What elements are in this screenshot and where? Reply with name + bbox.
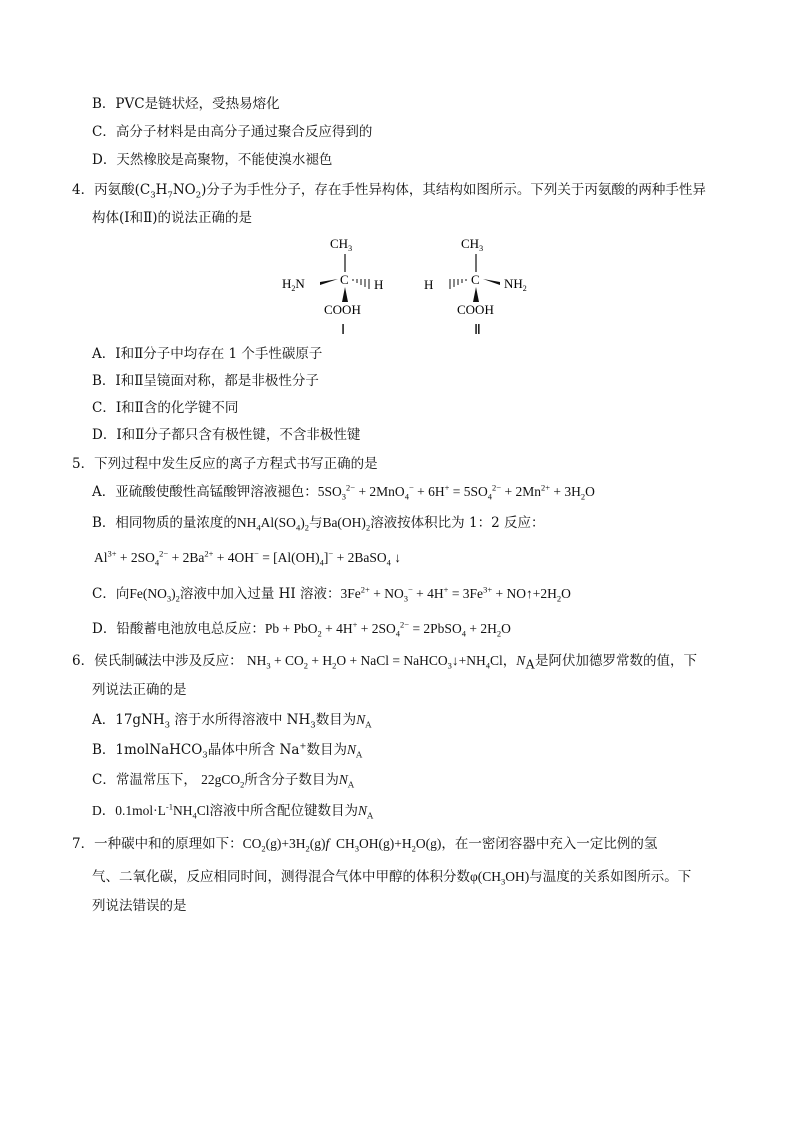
q5-stem: 5．下列过程中发生反应的离子方程式书写正确的是 xyxy=(72,456,378,472)
q4-stem-line2: 构体(Ⅰ和Ⅱ)的说法正确的是 xyxy=(92,210,253,226)
q5-option-b: B．相同物质的量浓度的$NH_4Al(SO_4)_2$与$Ba(OH)_2$溶液按体积比为 1：2 反应： xyxy=(92,515,545,533)
svg-text:CH3: $CH_3$ xyxy=(461,236,484,253)
q5-option-a: A．亚硫酸使酸性高锰酸钾溶液褪色：$5SO_3^{2-} + 2MnO_4^- + 6H^+ = 5SO_4^{2-} + 2Mn^{2+} + 3H_2O$ xyxy=(92,482,595,502)
svg-text:COOH: COOH xyxy=(457,302,494,317)
q6-option-b: B．1molNaHCO$_3$晶体中所含 Na+数目为$N_A$ xyxy=(92,741,363,761)
q4-option-b: B．Ⅰ和Ⅱ呈镜面对称，都是非极性分子 xyxy=(92,373,319,389)
svg-text:H: H xyxy=(424,277,434,292)
q4-option-a: A．Ⅰ和Ⅱ分子中均存在 1 个手性碳原子 xyxy=(92,346,323,362)
svg-text:CH3: $CH_3$ xyxy=(330,236,353,253)
q4-option-d: D．Ⅰ和Ⅱ分子都只含有极性键，不含非极性键 xyxy=(92,427,361,443)
isomer-2-structure xyxy=(424,236,527,338)
q3-option-b: B．PVC是链状烃，受热易熔化 xyxy=(92,96,280,112)
q3-option-c: C．高分子材料是由高分子通过聚合反应得到的 xyxy=(92,124,373,140)
svg-text:C: C xyxy=(340,272,349,287)
q6-option-a: A．17gNH$_3$ 溶于水所得溶液中 $NH_3$数目为$N_A$ xyxy=(92,712,372,731)
q6-option-c: C．常温常压下， 22gCO$_2$所含分子数目为$N_A$ xyxy=(92,772,355,791)
q6-option-d: D．$0.1mol\cdot L^{-1}NH_4Cl$溶液中所含配位键数目为$N_A$ xyxy=(92,801,374,822)
q3-option-d: D．天然橡胶是高聚物，不能使溴水褪色 xyxy=(92,152,333,168)
svg-text:Ⅰ: Ⅰ xyxy=(341,323,346,338)
svg-text:H2N: $H_2N$ xyxy=(282,276,305,293)
q7-stem-line3: 列说法错误的是 xyxy=(92,898,187,914)
q6-stem-line2: 列说法正确的是 xyxy=(92,682,187,698)
q4-stem: 4．丙氨酸$(C_3H_7NO_2)$分子为手性分子，存在手性异构体，其结构如图所示。下列关于丙氨酸的两种手性异 xyxy=(72,182,706,201)
q7-stem-line2: 气、二氧化碳，反应相同时间，测得混合气体中甲醇的体积分数$\varphi(CH_3OH)$与温度的关系如图所示。下 xyxy=(92,869,692,887)
q5-option-c: C．向$Fe(NO_3)_2$溶液中加入过量 HI 溶液：$3Fe^{2+} + NO_3^- + 4H^+ = 3Fe^{3+}$ + $NO↑+2H_2O$ xyxy=(92,584,571,604)
svg-text:COOH: COOH xyxy=(324,302,361,317)
alanine-enantiomers-figure xyxy=(270,232,540,344)
q6-stem: 6．侯氏制碱法中涉及反应： $NH_3 + CO_2 + H_2O$ + NaCl = $NaHCO_3↓+NH_4Cl$，$N_A$是阿伏加德罗常数的值，下 xyxy=(72,653,698,672)
isomer-1-structure xyxy=(282,236,383,338)
q7-stem: 7．一种碳中和的原理如下：$CO_2(g)+3H_2(g)f$ $CH_3OH(g)+H_2O(g)$，在一密闭容器中充入一定比例的氢 xyxy=(72,836,658,854)
q5-option-d: D．铅酸蓄电池放电总反应：$Pb + PbO_2 + 4H^+ + 2SO_4^{2-}$ = 2PbSO$_4$ + $2H_2O$ xyxy=(92,619,511,639)
q5-option-b-equation: $Al^{3+} + 2SO_4^{2-} + 2Ba^{2+} + 4OH^- = [Al(OH)_4]^-$ + 2BaSO$_4$ ↓ xyxy=(94,548,401,568)
q4-option-c: C．Ⅰ和Ⅱ含的化学键不同 xyxy=(92,400,239,416)
svg-text:Ⅱ: Ⅱ xyxy=(474,323,481,338)
svg-text:C: C xyxy=(471,272,480,287)
svg-text:NH2: $NH_2$ xyxy=(504,276,527,293)
svg-text:H: H xyxy=(374,277,384,292)
